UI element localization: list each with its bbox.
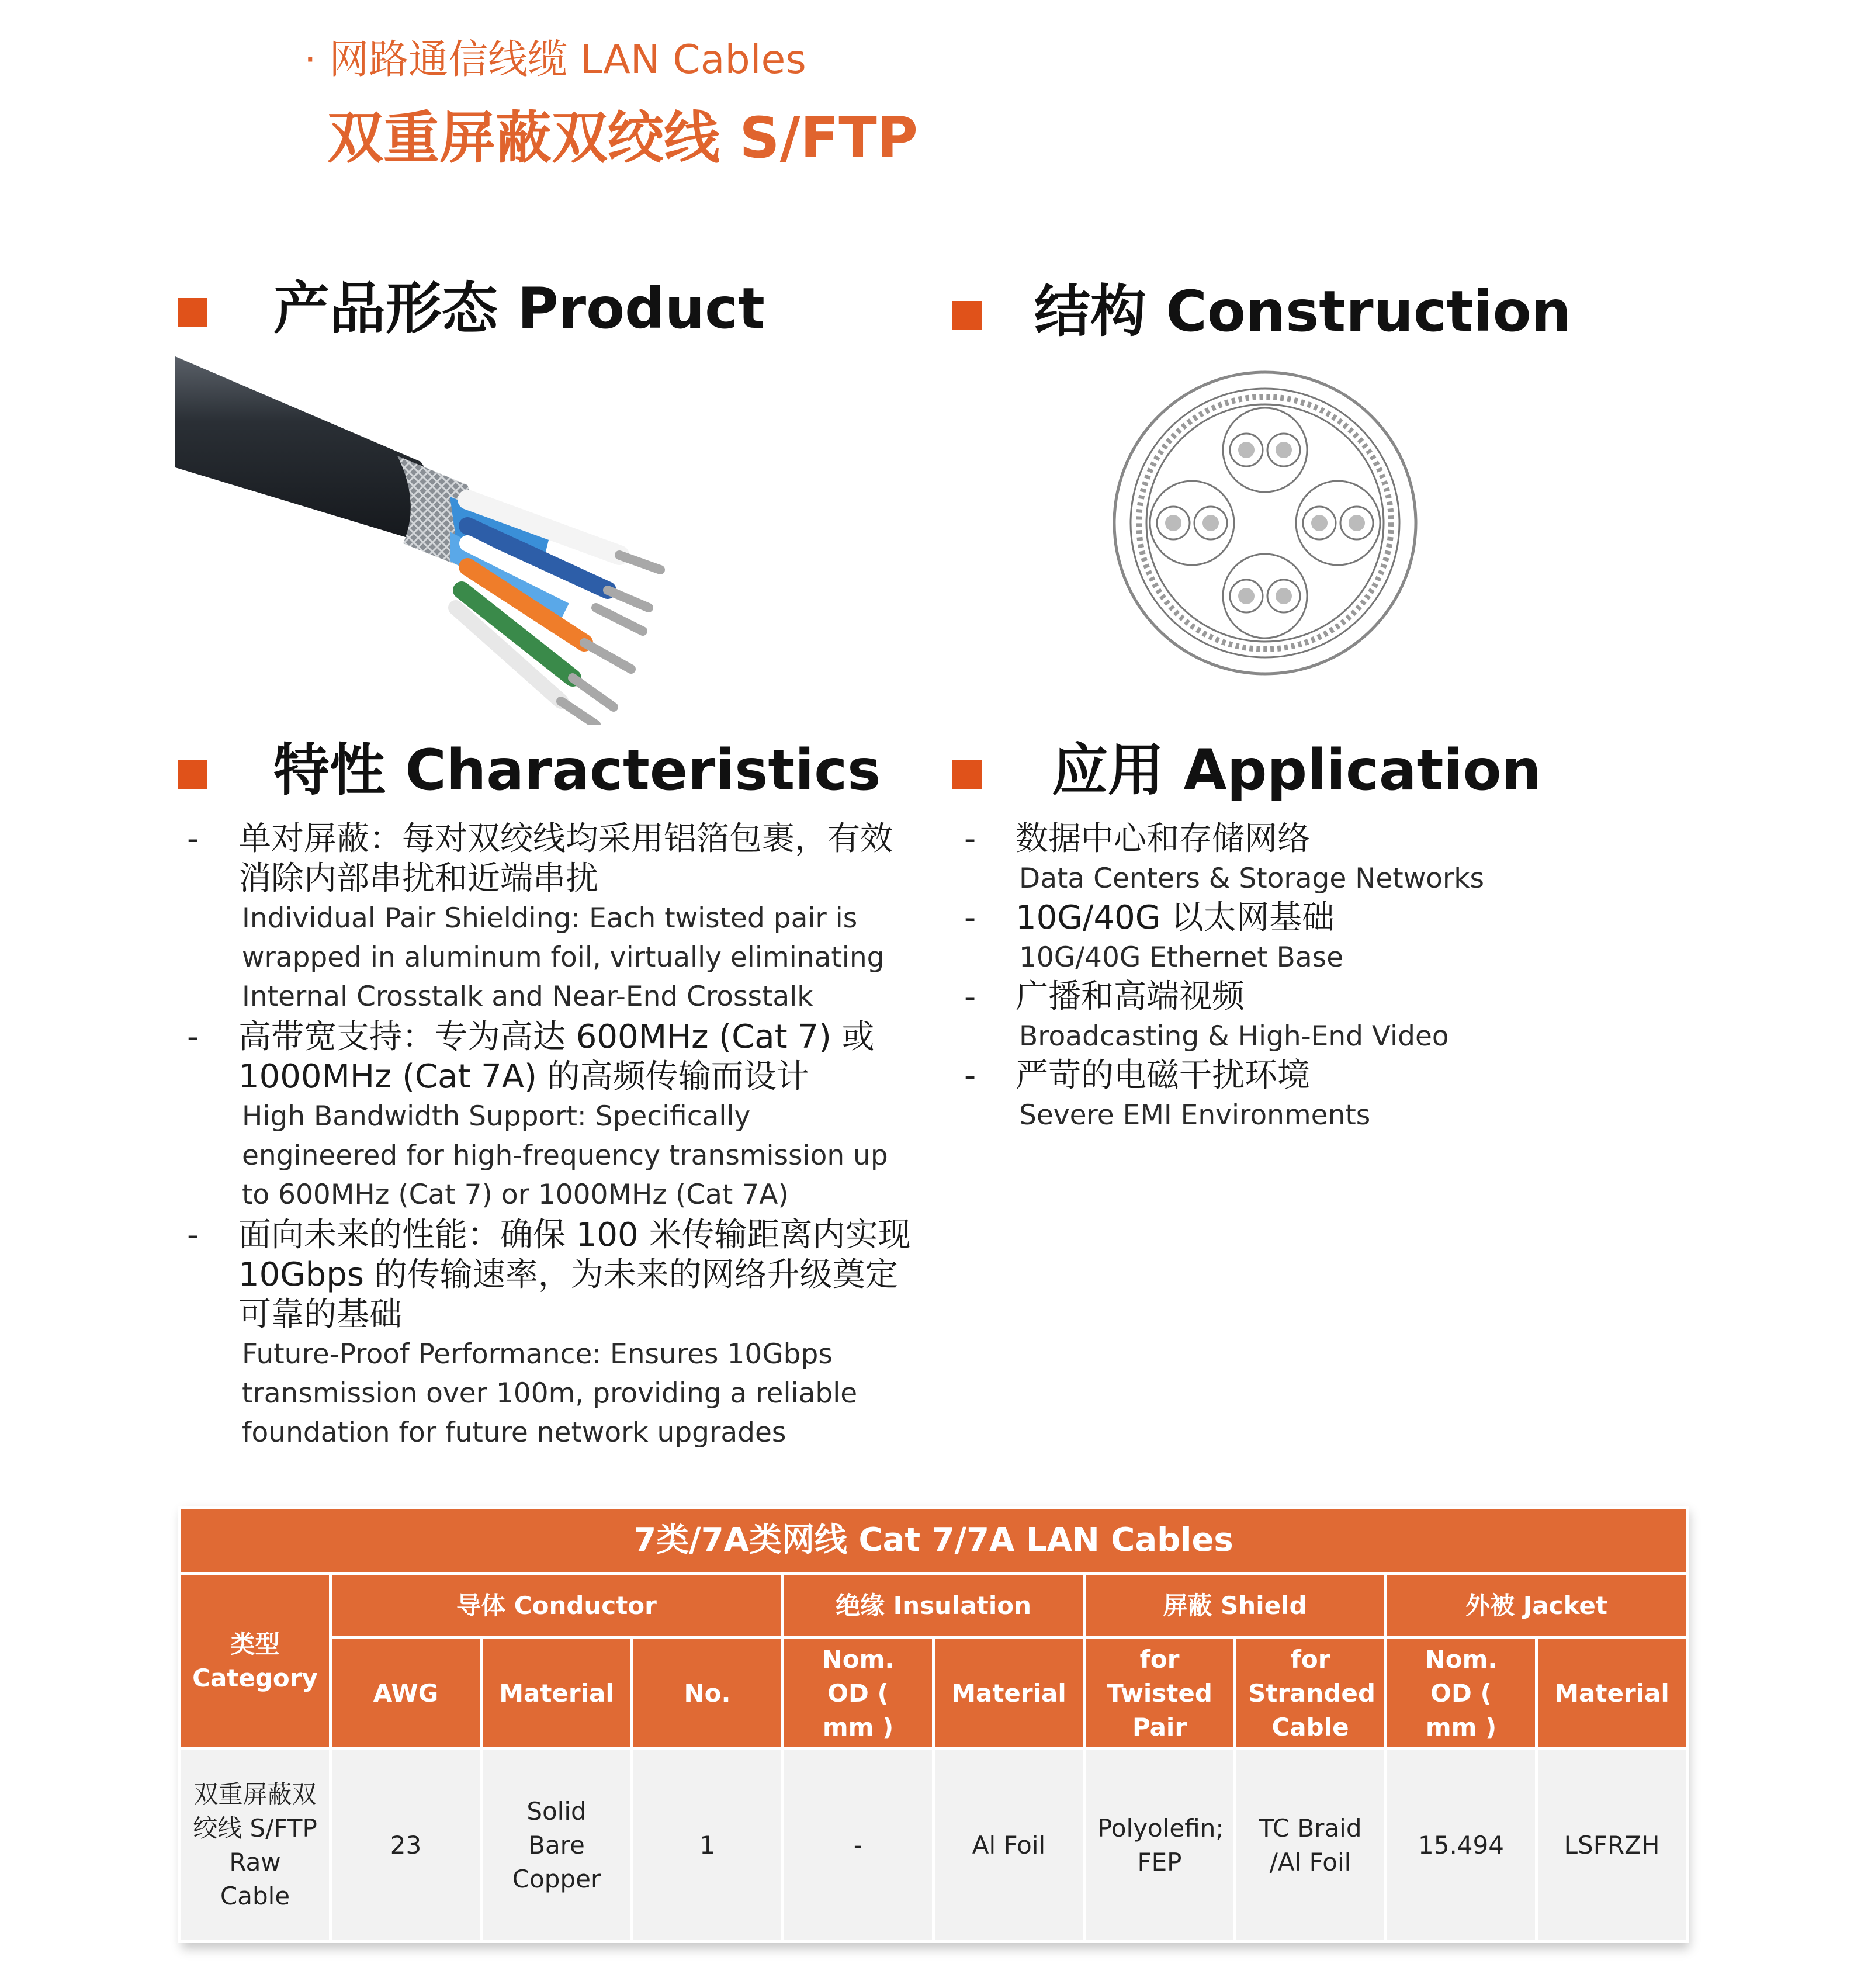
subheader-no: No. bbox=[632, 1638, 783, 1749]
list-item bbox=[187, 1017, 912, 1214]
category-kicker: · 网路通信线缆 LAN Cables bbox=[304, 37, 806, 83]
characteristics-list bbox=[187, 819, 912, 1452]
spec-table-container bbox=[178, 1506, 1686, 1943]
cable-product-photo bbox=[175, 351, 730, 725]
list-dash: - bbox=[187, 1216, 199, 1254]
spec-table bbox=[178, 1506, 1689, 1943]
application-en: Broadcasting & High-End Video bbox=[1019, 1020, 1449, 1052]
application-en: Data Centers & Storage Networks bbox=[1019, 863, 1484, 895]
section-marker-construction bbox=[952, 301, 982, 330]
list-item bbox=[964, 819, 1665, 898]
list-dash: - bbox=[964, 1057, 976, 1095]
section-title-characteristics: 特性 Characteristics bbox=[273, 737, 881, 803]
cell-jacket-material: LSFRZH bbox=[1537, 1749, 1687, 1942]
list-item bbox=[187, 819, 912, 1016]
header-jacket: 外被 Jacket bbox=[1386, 1574, 1687, 1638]
application-en: Severe EMI Environments bbox=[1019, 1099, 1371, 1131]
characteristic-zh: 高带宽支持：专为高达 600MHz (Cat 7) 或 1000MHz (Cat 7A) 的高频传输而设计 bbox=[238, 1018, 875, 1096]
characteristic-zh: 面向未来的性能：确保 100 米传输距离内实现 10Gbps 的传输速率，为未来的网络升级奠定可靠的基础 bbox=[238, 1216, 911, 1334]
header-conductor: 导体 Conductor bbox=[331, 1574, 783, 1638]
list-dash: - bbox=[964, 820, 976, 858]
characteristic-en: High Bandwidth Support: Specifically engineered for high-frequency transmission up to 600MHz (Cat 7) or 1000MHz (Cat 7A) bbox=[242, 1100, 888, 1211]
application-zh: 严苛的电磁干扰环境 bbox=[1016, 1057, 1310, 1095]
subheader-insulation-od: Nom. OD ( mm ) bbox=[783, 1638, 934, 1749]
section-title-construction: 结构 Construction bbox=[1034, 279, 1571, 344]
header-category: 类型 Category bbox=[180, 1574, 331, 1749]
application-en: 10G/40G Ethernet Base bbox=[1019, 941, 1344, 974]
list-item bbox=[187, 1215, 912, 1452]
application-zh: 10G/40G 以太网基础 bbox=[1016, 899, 1335, 937]
list-item bbox=[964, 977, 1665, 1056]
application-zh: 数据中心和存储网络 bbox=[1016, 820, 1310, 858]
subheader-twisted-pair: for Twisted Pair bbox=[1084, 1638, 1235, 1749]
characteristic-en: Individual Pair Shielding: Each twisted pair is wrapped in aluminum foil, virtually eliminating Internal Crosstalk and Near-End Crosstalk bbox=[242, 902, 885, 1013]
subheader-jacket-material: Material bbox=[1537, 1638, 1687, 1749]
characteristic-en: Future-Proof Performance: Ensures 10Gbps transmission over 100m, providing a reliable foundation for future network upgrades bbox=[242, 1338, 858, 1449]
cell-category: 双重屏蔽双绞线 S/FTP Raw Cable bbox=[180, 1749, 331, 1942]
list-dash: - bbox=[964, 899, 976, 937]
cell-stranded-cable: TC Braid /Al Foil bbox=[1235, 1749, 1386, 1942]
subheader-insulation-material: Material bbox=[934, 1638, 1084, 1749]
list-dash: - bbox=[187, 1018, 199, 1056]
subheader-awg: AWG bbox=[331, 1638, 481, 1749]
cell-awg: 23 bbox=[331, 1749, 481, 1942]
cell-insulation-material: Al Foil bbox=[934, 1749, 1084, 1942]
cell-insulation-od: - bbox=[783, 1749, 934, 1942]
characteristic-zh: 单对屏蔽：每对双绞线均采用铝箔包裹，有效消除内部串扰和近端串扰 bbox=[238, 820, 893, 898]
list-dash: - bbox=[187, 820, 199, 858]
application-list bbox=[964, 819, 1665, 1135]
cell-no: 1 bbox=[632, 1749, 783, 1942]
cell-jacket-od: 15.494 bbox=[1386, 1749, 1537, 1942]
section-title-application: 应用 Application bbox=[1052, 737, 1541, 803]
section-marker-application bbox=[952, 760, 982, 789]
list-dash: - bbox=[964, 978, 976, 1016]
section-marker-product bbox=[178, 298, 207, 327]
subheader-jacket-od: Nom. OD ( mm ) bbox=[1386, 1638, 1537, 1749]
page-title: 双重屏蔽双绞线 S/FTP bbox=[327, 105, 919, 171]
list-item bbox=[964, 1056, 1665, 1135]
list-item bbox=[964, 898, 1665, 977]
construction-cross-section-diagram bbox=[1110, 368, 1420, 678]
header-insulation: 绝缘 Insulation bbox=[783, 1574, 1084, 1638]
section-title-product: 产品形态 Product bbox=[273, 276, 765, 341]
subheader-conductor-material: Material bbox=[481, 1638, 632, 1749]
subheader-stranded-cable: for Stranded Cable bbox=[1235, 1638, 1386, 1749]
section-marker-characteristics bbox=[178, 760, 207, 789]
header-shield: 屏蔽 Shield bbox=[1084, 1574, 1386, 1638]
cell-twisted-pair: Polyolefin; FEP bbox=[1084, 1749, 1235, 1942]
application-zh: 广播和高端视频 bbox=[1016, 978, 1245, 1016]
table-row bbox=[180, 1749, 1687, 1942]
cell-conductor-material: Solid Bare Copper bbox=[481, 1749, 632, 1942]
table-title: 7类/7A类网线 Cat 7/7A LAN Cables bbox=[180, 1508, 1687, 1574]
